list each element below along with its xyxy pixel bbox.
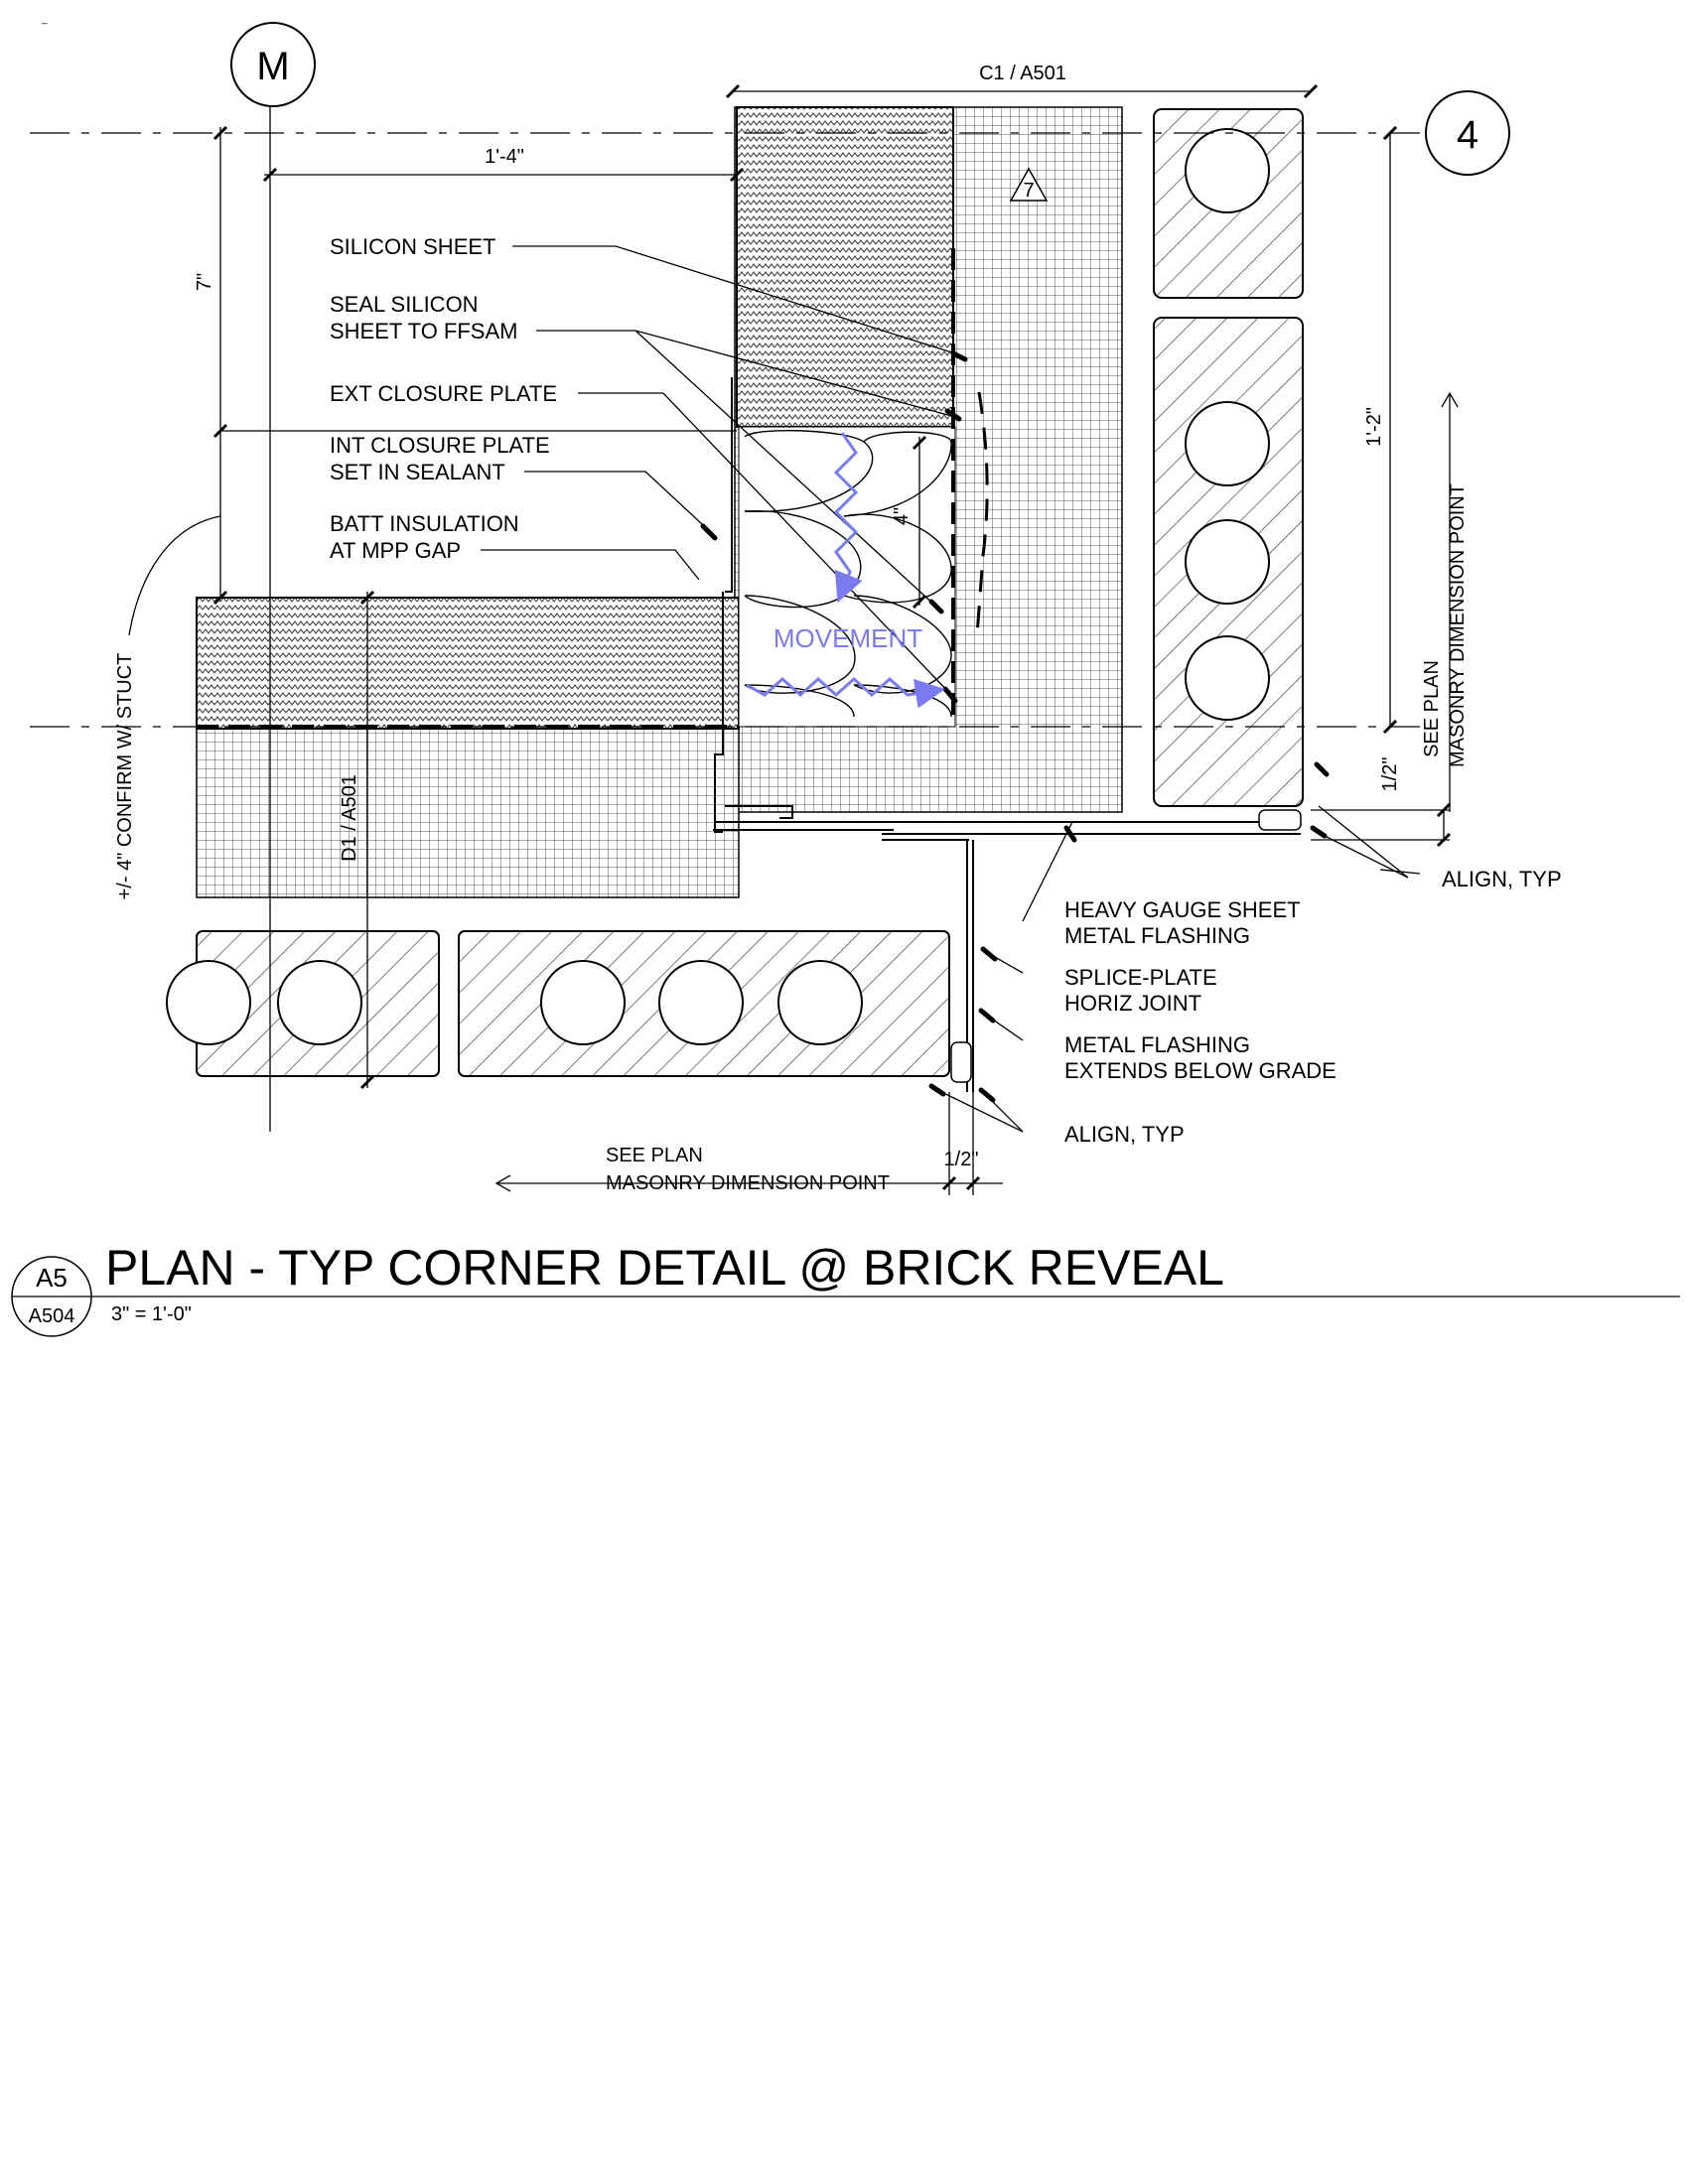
label-heavy-gauge: HEAVY GAUGE SHEET (1064, 897, 1301, 922)
right-masonry (1154, 109, 1303, 830)
see-plan-bottom-2: MASONRY DIMENSION POINT (606, 1172, 890, 1194)
upper-herringbone-block (737, 107, 953, 427)
see-plan-right-1: SEE PLAN (1421, 660, 1443, 757)
label-int-closure-plate: INT CLOSURE PLATE (330, 433, 550, 458)
label-set-in-sealant: SET IN SEALANT (330, 460, 505, 484)
lower-herringbone-block (197, 598, 739, 729)
dim-half-bottom: 1/2" (943, 1149, 979, 1170)
label-align-right: ALIGN, TYP (1442, 867, 1562, 891)
detail-number: A5 (36, 1263, 68, 1293)
detail-title: PLAN - TYP CORNER DETAIL @ BRICK REVEAL (105, 1240, 1224, 1296)
dim-4: 4" (891, 506, 913, 526)
sheet-number: A504 (28, 1305, 75, 1327)
label-heavy-flashing: METAL FLASHING (1064, 923, 1251, 948)
grid-label-m: M (256, 45, 290, 88)
dim-c1-section-ref: C1 / A501 (979, 63, 1066, 84)
label-metal-flashing: METAL FLASHING (1064, 1032, 1251, 1057)
movement-label: MOVEMENT (773, 623, 923, 653)
dim-1-2: 1'-2" (1363, 407, 1385, 447)
title-block (12, 1240, 1680, 1336)
label-batt-insulation: BATT INSULATION (330, 511, 519, 536)
label-silicon-sheet: SILICON SHEET (330, 234, 496, 259)
label-align-bottom: ALIGN, TYP (1064, 1122, 1185, 1147)
detail-scale: 3" = 1'-0" (111, 1303, 192, 1325)
dim-1-4: 1'-4" (485, 146, 524, 168)
label-mpp-gap: AT MPP GAP (330, 538, 462, 563)
dim-d1-section-ref: D1 / A501 (339, 774, 360, 862)
label-seal-silicon: SEAL SILICON (330, 292, 479, 317)
grid-bubble-4 (1426, 91, 1509, 175)
label-horiz-joint: HORIZ JOINT (1064, 991, 1202, 1016)
grid-label-4: 4 (1456, 113, 1479, 157)
keynote-number: 7 (1023, 180, 1035, 202)
see-plan-right-2: MASONRY DIMENSION POINT (1447, 483, 1469, 767)
label-ext-closure-plate: EXT CLOSURE PLATE (330, 381, 558, 406)
corner-mark: _ (42, 14, 48, 25)
label-splice-plate: SPLICE-PLATE (1064, 965, 1217, 990)
label-below-grade: EXTENDS BELOW GRADE (1064, 1058, 1336, 1083)
dim-half-right: 1/2" (1379, 756, 1401, 792)
confirm-note: +/- 4" CONFIRM W/ STUCT (114, 652, 136, 900)
bottom-masonry (167, 931, 971, 1082)
label-seal-ffsam: SHEET TO FFSAM (330, 319, 518, 343)
grid-bubble-m (231, 23, 315, 106)
see-plan-bottom-1: SEE PLAN (606, 1145, 703, 1166)
dim-7: 7" (194, 272, 215, 292)
horizontal-grid-wall (197, 727, 739, 897)
